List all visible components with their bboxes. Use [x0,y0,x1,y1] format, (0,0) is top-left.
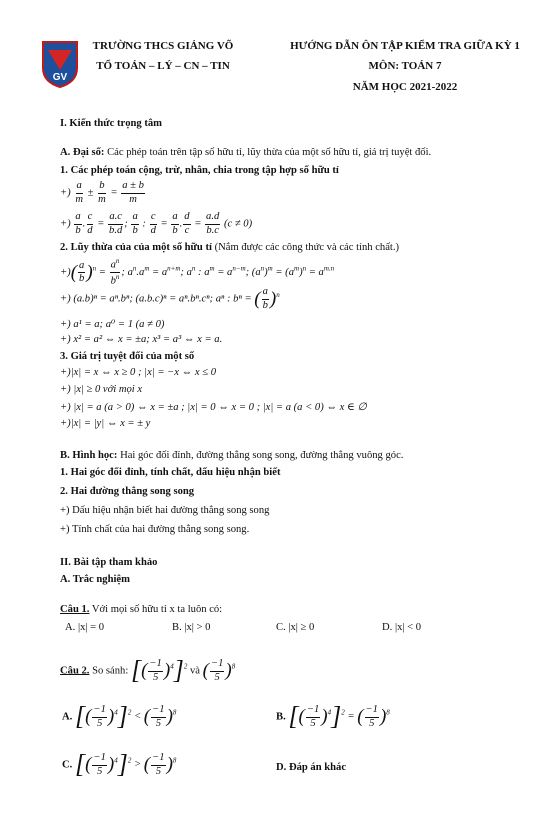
question-2-option-c: C. [( $\frac{-1}{5}$ )$^4$]$^2$ > ( $\frac{-1}{5}$ )$^8$ [62,750,177,779]
formula-mul-div: +) $\frac{a}{b}$ . $\frac{c}{d}$ = $\frac{a.c}{b.d}$ ; $\frac{a}{b}$ : $\frac{c}{d}$ = $\frac{a}{b}$ . $\frac{d}{c}$ = $\frac{a.d}{b.c}$ (c ≠ 0) [60,211,253,236]
department-name: TỔ TOÁN – LÝ – CN – TIN [96,60,230,72]
question-2-option-a: A. [( $\frac{-1}{5}$ )$^4$]$^2$ < ( $\frac{-1}{5}$ )$^8$ [62,702,177,731]
question-2-option-b: B. [( $\frac{-1}{5}$ )$^4$]$^2$ = ( $\frac{-1}{5}$ )$^8$ [276,702,390,731]
option-c-letter: C. [62,759,73,771]
question-1 [60,604,222,615]
question-1-option-c: C. |x| ≥ 0 [276,622,315,633]
question-1-label: Câu 1. [60,604,90,615]
formula-powers-2: +) (a.b)ⁿ = aⁿ.bⁿ; (a.b.c)ⁿ = aⁿ.bⁿ.cⁿ; aⁿ : bⁿ = ( $\frac{a}{b}$ )$^n$ [60,286,280,311]
formula-powers-4: +) x² = a² ⇔ x = ±a; x³ = a³ ⇔ x = a. [60,334,223,345]
geometry-label: B. Hình học: [60,450,118,461]
abs-rule-4: +)|x| = |y| ⇔ x = ± y [60,418,151,429]
geometry-item-1: +) Dấu hiệu nhận biết hai đường thẳng song song [60,505,270,516]
algebra-intro [60,147,431,158]
subject: MÔN: TOÁN 7 [368,60,442,72]
geometry-item-2: +) Tính chất của hai đường thẳng song song. [60,524,250,535]
heading-1: 1. Các phép toán cộng, trừ, nhân, chia trong tập hợp số hữu tỉ [60,165,339,176]
heading-2 [60,242,399,253]
geometry-heading-2: 2. Hai đường thẳng song song [60,486,195,497]
school-year: NĂM HỌC 2021-2022 [352,81,458,93]
geometry-text: Hai góc đối đỉnh, đường thẳng song song, đường thẳng vuông góc. [120,450,404,461]
question-2-text: So sánh: [92,665,129,677]
question-2-and: và [189,665,200,677]
question-1-option-d: D. |x| < 0 [382,622,422,633]
geometry-heading-1: 1. Hai góc đối đỉnh, tính chất, dấu hiệu nhận biết [60,467,281,478]
geometry-intro [60,450,403,461]
question-2-label: Câu 2. [60,665,90,677]
question-2: Câu 2. So sánh: [( $\frac{-1}{5}$ )$^4$]$^2$ và ( $\frac{-1}{5}$ )$^8$ [60,656,236,685]
abs-rule-3: +) |x| = a (a > 0) ⇔ x = ±a ; |x| = 0 ⇔ x = 0 ; |x| = a (a < 0) ⇔ x ∈ ∅ [60,402,367,413]
abs-rule-1: +)|x| = x ⇔ x ≥ 0 ; |x| = −x ⇔ x ≤ 0 [60,367,216,378]
heading-2-note: (Nắm được các công thức và các tính chất.) [214,242,400,253]
formula-powers-3: +) a¹ = a; a⁰ = 1 (a ≠ 0) [60,319,165,330]
formula-powers-2-text: +) (a.b)ⁿ = aⁿ.bⁿ; (a.b.c)ⁿ = aⁿ.bⁿ.cⁿ; aⁿ : bⁿ = [60,293,252,305]
algebra-label: A. Đại số: [60,147,105,158]
heading-2-title: 2. Lũy thừa của của một số hữu tỉ [60,242,212,253]
question-1-option-a: A. |x| = 0 [65,622,105,633]
option-a-letter: A. [62,711,73,723]
algebra-text: Các phép toán trên tập số hữu tỉ, lũy thừa của một số hữu tỉ, giá trị tuyệt đối. [107,147,432,158]
section-2-heading: II. Bài tập tham khảo [60,557,158,568]
formula-add-sub: +) $\frac{a}{m}$ ± $\frac{b}{m}$ = $\frac{a \pm b}{m}$ [60,180,144,205]
school-name: TRƯỜNG THCS GIẢNG VÕ [92,40,234,52]
logo-text: GV [52,72,68,83]
question-1-option-b: B. |x| > 0 [172,622,211,633]
question-2-option-d [276,762,346,773]
formula-powers-1: +)( $\frac{a}{b}$ )$^n$ = $\frac{a^n}{b^n}$ ; $a^n.a^m = a^{n+m}$; $a^n$ : $a^m = a^{n-m}$; $(a^n)^m = (a^m)^n = a^{m.n}$ [60,257,335,287]
question-1-text: Với mọi số hữu tỉ x ta luôn có: [91,604,223,615]
document-title: HƯỚNG DẪN ÔN TẬP KIỂM TRA GIỮA KỲ 1 [290,40,520,52]
heading-3: 3. Giá trị tuyệt đối của một số [60,351,195,362]
section-2-sub: A. Trắc nghiệm [60,574,130,585]
section-1-heading: I. Kiến thức trọng tâm [60,118,162,129]
school-logo [40,38,80,88]
option-b-letter: B. [276,711,286,723]
option-d-label: D. Đáp án khác [276,762,347,773]
abs-rule-2: +) |x| ≥ 0 với mọi x [60,384,143,395]
